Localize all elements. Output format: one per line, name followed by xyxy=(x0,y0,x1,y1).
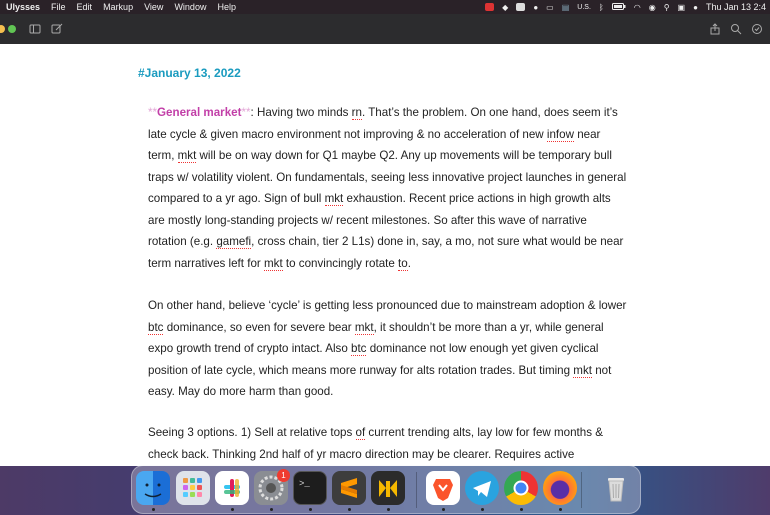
spellcheck-word: to xyxy=(398,256,408,270)
text-run: dominance not low enough yet given cyclical position of late cycle, which means more runway for alts rotation trades. But timing xyxy=(148,342,599,377)
wifi-icon[interactable]: ◠ xyxy=(633,2,641,12)
spellcheck-word: mkt xyxy=(177,149,197,162)
dock-separator xyxy=(416,472,417,508)
launchpad-icon[interactable] xyxy=(176,471,210,505)
dock-separator xyxy=(581,472,582,508)
text-run: current trending alts, lay low for few months & check back. Thinking 2nd half of yr macro direction may be clearer. Requires active xyxy=(148,426,603,461)
text-run: , it shouldn’t be more than a yr, while general expo growth trend of crypto intact. Also xyxy=(148,320,604,355)
bluetooth-icon[interactable]: ᛒ xyxy=(598,2,604,12)
window-toolbar xyxy=(0,14,770,44)
chrome-icon[interactable] xyxy=(504,471,538,505)
text-run: dominance, so even for severe bear xyxy=(163,320,355,334)
text-run: exhaustion. Recent price actions in high growth alts are mostly long-standing projects w/ recent milestones. So after this wave of narrative rotation (e.g. xyxy=(148,192,611,248)
status-area xyxy=(485,0,766,14)
menu-view[interactable]: View xyxy=(144,2,164,12)
running-indicator xyxy=(520,508,523,511)
clock[interactable]: Thu Jan 13 2:4 xyxy=(705,2,766,12)
control-center-icon[interactable]: ▣ xyxy=(677,2,686,12)
finder-status-icon[interactable] xyxy=(516,3,525,11)
svg-text:>_: >_ xyxy=(299,479,310,489)
editor[interactable] xyxy=(0,44,770,469)
spellcheck-word: mkt xyxy=(263,256,283,270)
running-indicator xyxy=(309,508,312,511)
text-run: . xyxy=(407,256,411,270)
text-run: not easy. May do more harm than good. xyxy=(148,363,612,398)
text-run: : Having two minds xyxy=(250,106,352,119)
running-indicator xyxy=(152,508,155,511)
text-run: to convincingly rotate xyxy=(282,256,399,270)
finder-icon[interactable] xyxy=(136,471,170,505)
dropbox-icon[interactable]: ◆ xyxy=(502,2,509,12)
paragraph-other-hand xyxy=(148,295,628,403)
document-heading: #January 13, 2022 xyxy=(138,66,241,80)
search-icon[interactable] xyxy=(730,22,744,36)
paragraph-general-market xyxy=(148,102,628,274)
text-run: Seeing 3 options. 1) Sell at relative tops xyxy=(148,426,356,439)
spellcheck-word: mkt xyxy=(324,192,344,205)
running-indicator xyxy=(231,508,234,511)
menu-window[interactable]: Window xyxy=(174,2,207,12)
highlighted-title: General market xyxy=(157,106,242,119)
menu-markup[interactable]: Markup xyxy=(103,2,134,12)
running-indicator xyxy=(559,508,562,511)
share-icon[interactable] xyxy=(709,22,723,36)
menu-app-name[interactable]: Ulysses xyxy=(6,2,41,12)
spellcheck-word: of xyxy=(355,426,366,439)
spellcheck-word: infow xyxy=(546,127,574,141)
flag-icon[interactable]: ▤ xyxy=(561,2,570,12)
battery-icon[interactable] xyxy=(612,2,626,12)
spellcheck-word: gamefi xyxy=(216,235,252,248)
notification-badge: 1 xyxy=(277,469,290,482)
app-status-icon[interactable]: ● xyxy=(533,2,539,12)
telegram-icon[interactable] xyxy=(465,471,499,505)
slack-icon[interactable] xyxy=(215,471,249,505)
running-indicator xyxy=(442,508,445,511)
spellcheck-word: btc xyxy=(148,320,164,334)
menu-edit[interactable]: Edit xyxy=(76,2,93,12)
markup-close: ** xyxy=(241,106,251,119)
spellcheck-word: rn xyxy=(351,106,362,119)
firefox-icon[interactable] xyxy=(543,471,577,505)
zoom-window-button[interactable] xyxy=(8,25,16,33)
menu-help[interactable]: Help xyxy=(217,2,236,12)
menu-bar xyxy=(0,0,770,14)
text-run: . That’s the problem. On one hand, does seem it’s late cycle & given macro environment not improving & no acceleration of new xyxy=(148,106,618,141)
compose-icon[interactable] xyxy=(51,22,65,36)
sidebar-toggle-icon[interactable] xyxy=(29,22,43,36)
input-source-label[interactable]: U.S. xyxy=(577,3,591,11)
text-run: On other hand, believe ‘cycle’ is getting less pronounced due to mainstream adoption & lower xyxy=(148,299,627,312)
brave-icon[interactable] xyxy=(426,471,460,505)
siri-icon[interactable]: ● xyxy=(693,2,698,12)
spellcheck-word: mkt xyxy=(573,363,592,377)
trash-icon[interactable] xyxy=(599,471,633,505)
goals-icon[interactable] xyxy=(751,22,765,36)
spellcheck-word: mkt xyxy=(354,320,374,334)
terminal-icon[interactable] xyxy=(293,471,327,505)
markup-open: ** xyxy=(148,106,158,119)
running-indicator xyxy=(348,508,351,511)
cast-icon[interactable]: ▭ xyxy=(546,2,554,12)
text-run: near term, xyxy=(148,127,601,162)
running-indicator xyxy=(270,508,273,511)
search-icon[interactable]: ⚲ xyxy=(663,2,670,12)
running-indicator xyxy=(387,508,390,511)
user-icon[interactable]: ◉ xyxy=(648,2,656,12)
record-icon[interactable] xyxy=(485,3,494,11)
text-run: , cross chain, tier 2 L1s) done in, say, a mo, not sure what would be near term narratives left for xyxy=(148,235,624,270)
spellcheck-word: btc xyxy=(351,342,367,355)
minimize-window-button[interactable] xyxy=(0,25,5,33)
ulysses-icon[interactable] xyxy=(371,471,405,505)
menu-file[interactable]: File xyxy=(51,2,66,12)
running-indicator xyxy=(481,508,484,511)
sublime-text-icon[interactable] xyxy=(332,471,366,505)
text-run: will be on way down for Q1 maybe Q2. Any up movements will be temporary bull traps w/ volatility violent. On fundamentals, seeing less innovative project launches in general compared to a yr ago. Sign of bull xyxy=(148,149,627,205)
